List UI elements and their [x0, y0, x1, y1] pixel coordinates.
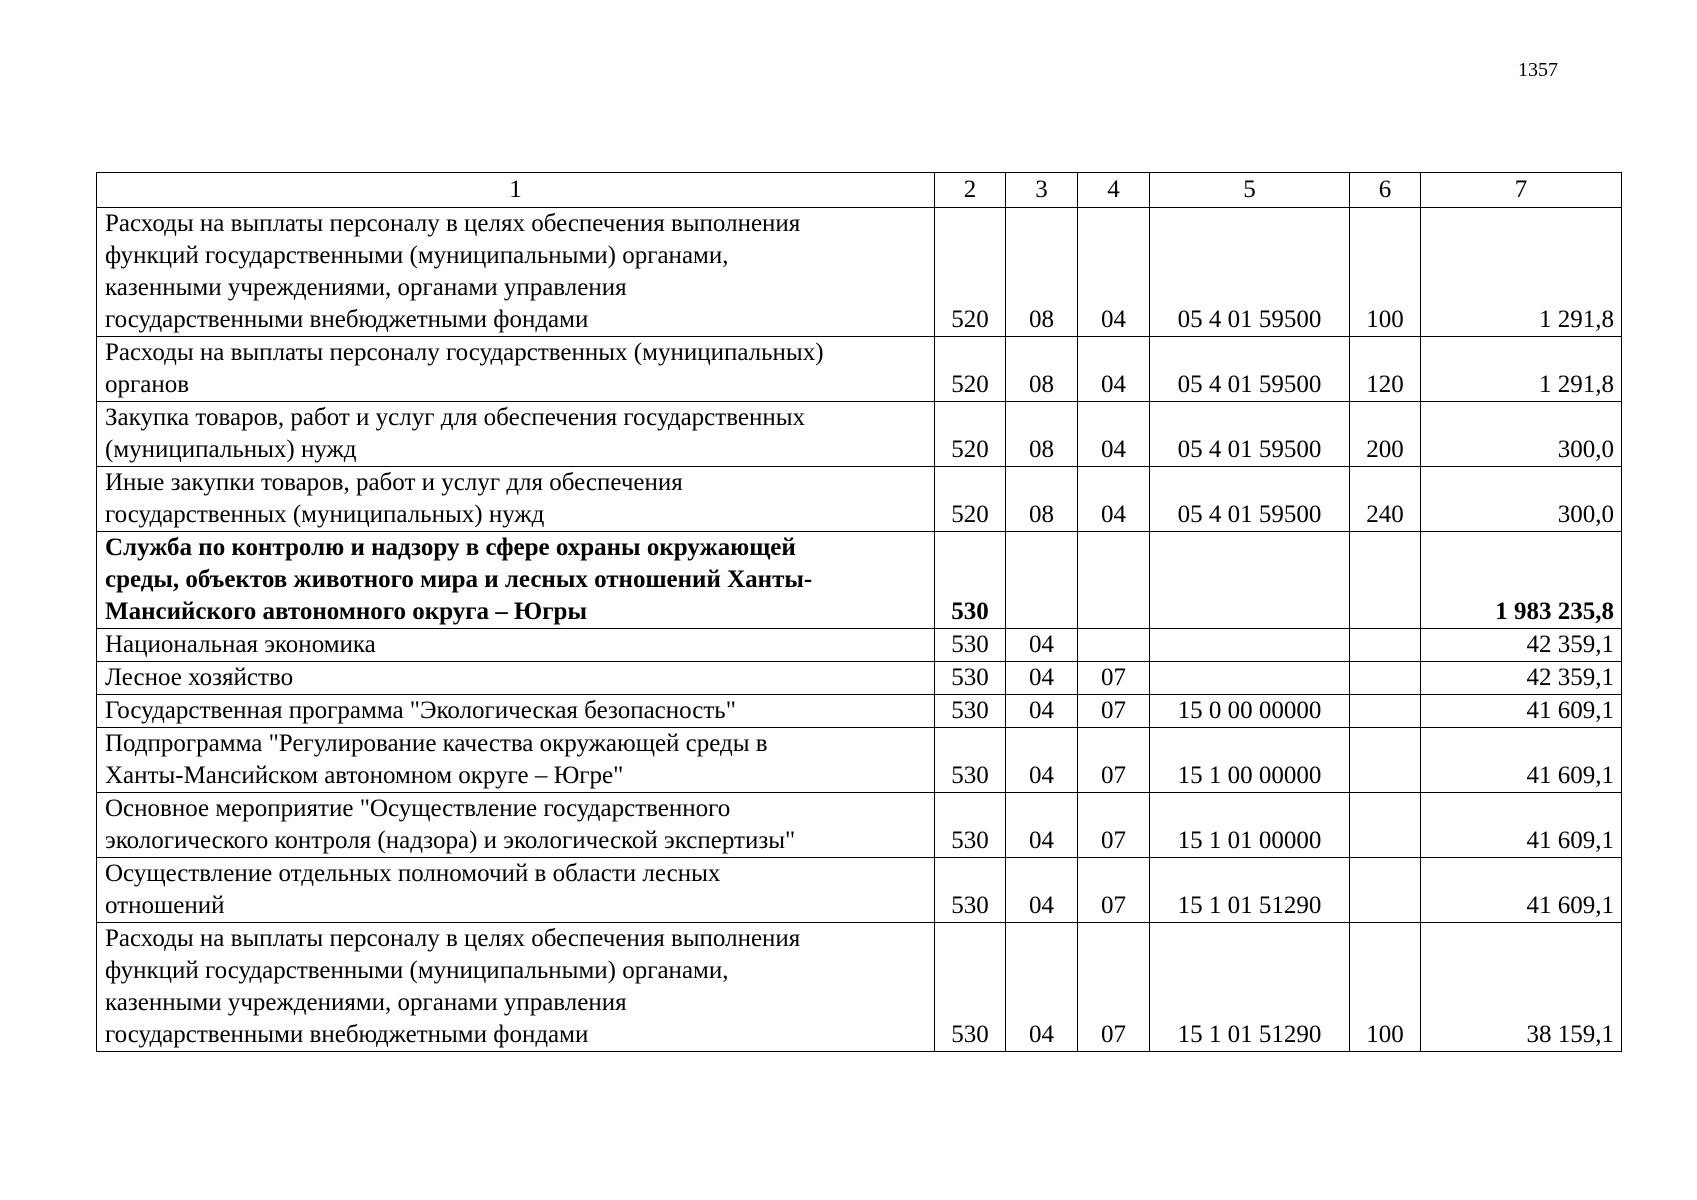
code-cell-target — [1150, 662, 1350, 695]
row-name-cell — [97, 532, 935, 629]
table-row — [97, 662, 1622, 695]
row-name-line: Лесное хозяйство — [105, 664, 294, 691]
table-row — [97, 467, 1622, 532]
code-cell-ved: 530 — [935, 858, 1006, 923]
code-cell-target: 15 0 00 00000 — [1150, 695, 1350, 728]
code-cell-expense-type — [1350, 532, 1421, 629]
amount-cell: 41 609,1 — [1421, 695, 1622, 728]
row-name-line: казенными учреждениями, органами управления — [105, 274, 627, 301]
code-cell-section: 08 — [1006, 467, 1078, 532]
row-name-line: Служба по контролю и надзору в сфере охраны окружающей — [105, 534, 796, 561]
code-cell-expense-type — [1350, 793, 1421, 858]
row-name-line: экологического контроля (надзора) и экологической экспертизы" — [105, 827, 796, 854]
table-row — [97, 532, 1622, 629]
table-row — [97, 337, 1622, 402]
header-col-3: 3 — [1006, 173, 1078, 208]
row-name-cell — [97, 629, 935, 662]
code-cell-expense-type: 100 — [1350, 208, 1421, 337]
code-cell-subsection: 04 — [1078, 467, 1150, 532]
table-header — [97, 173, 1622, 208]
code-cell-subsection: 07 — [1078, 858, 1150, 923]
code-cell-ved: 520 — [935, 337, 1006, 402]
code-cell-subsection: 04 — [1078, 208, 1150, 337]
row-name-line: казенными учреждениями, органами управления — [105, 989, 627, 1016]
header-col-7: 7 — [1421, 173, 1622, 208]
row-name-line: государственных (муниципальных) нужд — [105, 501, 545, 528]
code-cell-expense-type — [1350, 695, 1421, 728]
code-cell-target: 15 1 00 00000 — [1150, 728, 1350, 793]
row-name-cell — [97, 337, 935, 402]
code-cell-subsection: 04 — [1078, 337, 1150, 402]
header-col-4: 4 — [1078, 173, 1150, 208]
code-cell-subsection — [1078, 532, 1150, 629]
budget-table — [96, 172, 1622, 1052]
header-col-1: 1 — [97, 173, 935, 208]
code-cell-ved: 530 — [935, 923, 1006, 1052]
code-cell-expense-type — [1350, 728, 1421, 793]
code-cell-subsection — [1078, 629, 1150, 662]
amount-cell: 300,0 — [1421, 402, 1622, 467]
code-cell-section: 08 — [1006, 337, 1078, 402]
code-cell-subsection: 07 — [1078, 662, 1150, 695]
row-name-line: функций государственными (муниципальными) органами, — [105, 242, 729, 269]
code-cell-expense-type — [1350, 662, 1421, 695]
table-row — [97, 402, 1622, 467]
code-cell-subsection: 07 — [1078, 728, 1150, 793]
amount-cell: 1 291,8 — [1421, 208, 1622, 337]
row-name-line: государственными внебюджетными фондами — [105, 1021, 589, 1048]
amount-cell: 1 291,8 — [1421, 337, 1622, 402]
code-cell-section: 04 — [1006, 858, 1078, 923]
code-cell-section: 08 — [1006, 402, 1078, 467]
row-name-line: Закупка товаров, работ и услуг для обеспечения государственных — [105, 404, 806, 431]
code-cell-target: 15 1 01 51290 — [1150, 923, 1350, 1052]
row-name-cell — [97, 923, 935, 1052]
code-cell-target: 05 4 01 59500 — [1150, 402, 1350, 467]
header-col-2: 2 — [935, 173, 1006, 208]
header-col-6: 6 — [1350, 173, 1421, 208]
code-cell-section: 04 — [1006, 793, 1078, 858]
row-name-line: государственными внебюджетными фондами — [105, 306, 589, 333]
code-cell-section: 08 — [1006, 208, 1078, 337]
row-name-line: Расходы на выплаты персоналу в целях обеспечения выполнения — [105, 210, 801, 237]
code-cell-target: 15 1 01 51290 — [1150, 858, 1350, 923]
row-name-line: Мансийского автономного округа – Югры — [105, 598, 587, 625]
row-name-line: (муниципальных) нужд — [105, 436, 357, 463]
header-col-5: 5 — [1150, 173, 1350, 208]
row-name-line: Ханты-Мансийском автономном округе – Югре" — [105, 762, 624, 789]
amount-cell: 38 159,1 — [1421, 923, 1622, 1052]
row-name-line: среды, объектов животного мира и лесных отношений Ханты- — [105, 566, 813, 593]
row-name-line: Подпрограмма "Регулирование качества окружающей среды в — [105, 730, 768, 757]
code-cell-expense-type: 240 — [1350, 467, 1421, 532]
row-name-line: Национальная экономика — [105, 631, 376, 658]
row-name-line: Основное мероприятие "Осуществление государственного — [105, 795, 731, 822]
code-cell-ved: 530 — [935, 728, 1006, 793]
code-cell-ved: 530 — [935, 532, 1006, 629]
code-cell-section: 04 — [1006, 923, 1078, 1052]
code-cell-expense-type: 120 — [1350, 337, 1421, 402]
code-cell-ved: 530 — [935, 793, 1006, 858]
code-cell-ved: 530 — [935, 662, 1006, 695]
row-name-cell — [97, 208, 935, 337]
table-row — [97, 728, 1622, 793]
row-name-cell — [97, 402, 935, 467]
code-cell-target: 05 4 01 59500 — [1150, 337, 1350, 402]
code-cell-expense-type — [1350, 858, 1421, 923]
code-cell-subsection: 07 — [1078, 923, 1150, 1052]
code-cell-ved: 520 — [935, 467, 1006, 532]
row-name-line: функций государственными (муниципальными) органами, — [105, 957, 729, 984]
code-cell-section: 04 — [1006, 695, 1078, 728]
code-cell-ved: 530 — [935, 629, 1006, 662]
table-row — [97, 923, 1622, 1052]
row-name-line: органов — [105, 371, 190, 398]
code-cell-subsection: 07 — [1078, 793, 1150, 858]
code-cell-subsection: 04 — [1078, 402, 1150, 467]
amount-cell: 41 609,1 — [1421, 728, 1622, 793]
amount-cell: 300,0 — [1421, 467, 1622, 532]
amount-cell: 42 359,1 — [1421, 629, 1622, 662]
code-cell-subsection: 07 — [1078, 695, 1150, 728]
code-cell-ved: 530 — [935, 695, 1006, 728]
code-cell-section: 04 — [1006, 662, 1078, 695]
code-cell-section — [1006, 532, 1078, 629]
row-name-line: Расходы на выплаты персоналу в целях обеспечения выполнения — [105, 925, 801, 952]
code-cell-target — [1150, 532, 1350, 629]
code-cell-target: 05 4 01 59500 — [1150, 208, 1350, 337]
code-cell-section: 04 — [1006, 629, 1078, 662]
code-cell-target — [1150, 629, 1350, 662]
table-row — [97, 793, 1622, 858]
table-row — [97, 858, 1622, 923]
amount-cell: 41 609,1 — [1421, 858, 1622, 923]
code-cell-expense-type: 200 — [1350, 402, 1421, 467]
code-cell-target: 05 4 01 59500 — [1150, 467, 1350, 532]
row-name-cell — [97, 662, 935, 695]
header-row — [97, 173, 1622, 208]
row-name-line: Осуществление отдельных полномочий в области лесных — [105, 860, 721, 887]
row-name-line: Иные закупки товаров, работ и услуг для обеспечения — [105, 469, 683, 496]
table-row — [97, 695, 1622, 728]
table-body — [97, 208, 1622, 1052]
code-cell-ved: 520 — [935, 208, 1006, 337]
amount-cell: 42 359,1 — [1421, 662, 1622, 695]
row-name-cell — [97, 695, 935, 728]
row-name-cell — [97, 728, 935, 793]
code-cell-target: 15 1 01 00000 — [1150, 793, 1350, 858]
row-name-cell — [97, 858, 935, 923]
row-name-line: отношений — [105, 892, 225, 919]
row-name-line: Государственная программа "Экологическая безопасность" — [105, 697, 736, 724]
code-cell-expense-type: 100 — [1350, 923, 1421, 1052]
code-cell-ved: 520 — [935, 402, 1006, 467]
table-row — [97, 208, 1622, 337]
code-cell-section: 04 — [1006, 728, 1078, 793]
row-name-cell — [97, 467, 935, 532]
page-number: 1357 — [1518, 59, 1558, 81]
row-name-cell — [97, 793, 935, 858]
table-row — [97, 629, 1622, 662]
code-cell-expense-type — [1350, 629, 1421, 662]
amount-cell: 41 609,1 — [1421, 793, 1622, 858]
amount-cell: 1 983 235,8 — [1421, 532, 1622, 629]
row-name-line: Расходы на выплаты персоналу государственных (муниципальных) — [105, 339, 824, 366]
